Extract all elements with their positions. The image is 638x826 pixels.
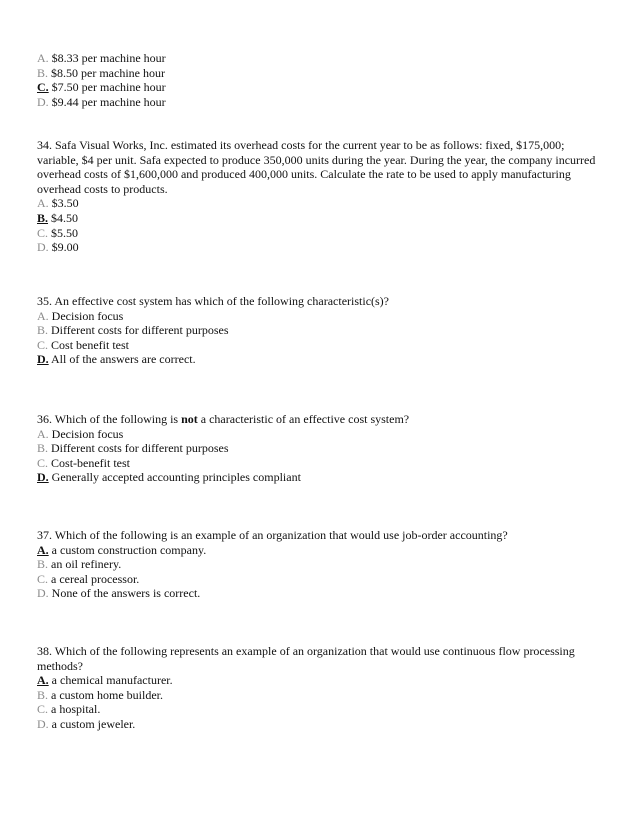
option-letter: D.: [37, 586, 49, 601]
option-letter: A.: [37, 196, 49, 211]
question-emphasis: not: [181, 412, 198, 426]
option-text: $9.00: [51, 240, 79, 255]
option-text: Decision focus: [51, 426, 124, 441]
option-b-correct: [37, 211, 607, 226]
option-text: $8.50 per machine hour: [51, 65, 165, 80]
option-letter: D.: [37, 352, 49, 367]
option-b: [37, 323, 607, 338]
question-36: [37, 412, 607, 485]
option-letter: C.: [37, 455, 49, 470]
option-text: a chemical manufacturer.: [51, 673, 173, 688]
option-text: $8.33 per machine hour: [51, 51, 166, 65]
question-37: [37, 528, 607, 601]
option-text: All of the answers are correct.: [51, 352, 196, 367]
option-text: Cost-benefit test: [51, 455, 130, 470]
option-text: Cost benefit test: [51, 337, 130, 352]
question-text-start: 36. Which of the following is: [37, 412, 182, 426]
option-letter: A.: [37, 542, 49, 557]
option-a: [37, 51, 607, 66]
option-a-correct: [37, 543, 607, 558]
question-text: [37, 412, 607, 427]
option-text: None of the answers is correct.: [51, 586, 201, 601]
question-text: 35. An effective cost system has which of the following characteristic(s)?: [37, 294, 390, 308]
option-c: [37, 456, 607, 471]
question-38: [37, 644, 607, 732]
option-text: a cereal processor.: [51, 571, 140, 586]
option-d-correct: [37, 352, 607, 367]
option-a-correct: [37, 673, 607, 688]
option-text: Decision focus: [51, 308, 124, 323]
option-letter: C.: [37, 571, 49, 586]
option-a: [37, 427, 607, 442]
option-c: [37, 338, 607, 353]
option-text: $9.44 per machine hour: [51, 94, 166, 109]
option-text: a custom home builder.: [51, 687, 163, 702]
option-d: [37, 95, 607, 110]
option-b: [37, 557, 607, 572]
option-c: [37, 226, 607, 241]
option-b: [37, 441, 607, 456]
option-text: a hospital.: [51, 702, 101, 717]
option-d: [37, 586, 607, 601]
option-letter: B.: [37, 687, 49, 702]
question-33-options: [37, 51, 607, 109]
option-letter: D.: [37, 716, 49, 731]
question-text: 38. Which of the following represents an example of an organization that would use continuous flow processing methods?: [37, 644, 575, 673]
option-text: Different costs for different purposes: [51, 323, 229, 338]
option-d: [37, 240, 607, 255]
question-text: 34. Safa Visual Works, Inc. estimated its overhead costs for the current year to be as follows: fixed, $175,000; variable, $4 per unit. Safa expected to produce 350,000 units during the year. During the year, the company incurred overhead costs of $1,600,000 and produced 400,000 units. Calculate the rate to be used to apply manufacturing overhead costs to products.: [37, 138, 596, 196]
option-letter: A.: [37, 426, 49, 441]
option-b: [37, 66, 607, 81]
option-d-correct: [37, 470, 607, 485]
option-letter: D.: [37, 470, 49, 485]
option-c: [37, 572, 607, 587]
option-letter: D.: [37, 240, 49, 255]
option-letter: D.: [37, 94, 49, 109]
option-letter: C.: [37, 225, 49, 240]
option-c-correct: [37, 80, 607, 95]
option-letter: B.: [37, 441, 49, 456]
option-text: Different costs for different purposes: [51, 441, 229, 456]
question-35: [37, 294, 607, 367]
option-letter: B.: [37, 323, 49, 338]
option-text: $4.50: [51, 210, 79, 225]
option-text: $5.50: [51, 225, 79, 240]
option-text: Generally accepted accounting principles compliant: [51, 470, 301, 485]
option-letter: C.: [37, 702, 49, 717]
option-text: a custom jeweler.: [51, 716, 136, 731]
option-letter: C.: [37, 337, 49, 352]
question-34: [37, 138, 607, 255]
option-a: [37, 309, 607, 324]
option-letter: A.: [37, 308, 49, 323]
option-d: [37, 717, 607, 732]
question-text: 37. Which of the following is an example of an organization that would use job-order accounting?: [37, 528, 508, 542]
option-letter: A.: [37, 51, 49, 65]
option-text: $7.50 per machine hour: [51, 80, 166, 95]
option-text: an oil refinery.: [51, 557, 122, 572]
option-a: [37, 196, 607, 211]
option-letter: B.: [37, 557, 49, 572]
option-letter: B.: [37, 65, 49, 80]
option-letter: C.: [37, 80, 49, 95]
option-b: [37, 688, 607, 703]
option-text: a custom construction company.: [51, 542, 207, 557]
option-c: [37, 702, 607, 717]
option-letter: B.: [37, 210, 49, 225]
option-letter: A.: [37, 673, 49, 688]
question-text-end: a characteristic of an effective cost system?: [197, 412, 410, 426]
option-text: $3.50: [51, 196, 79, 211]
